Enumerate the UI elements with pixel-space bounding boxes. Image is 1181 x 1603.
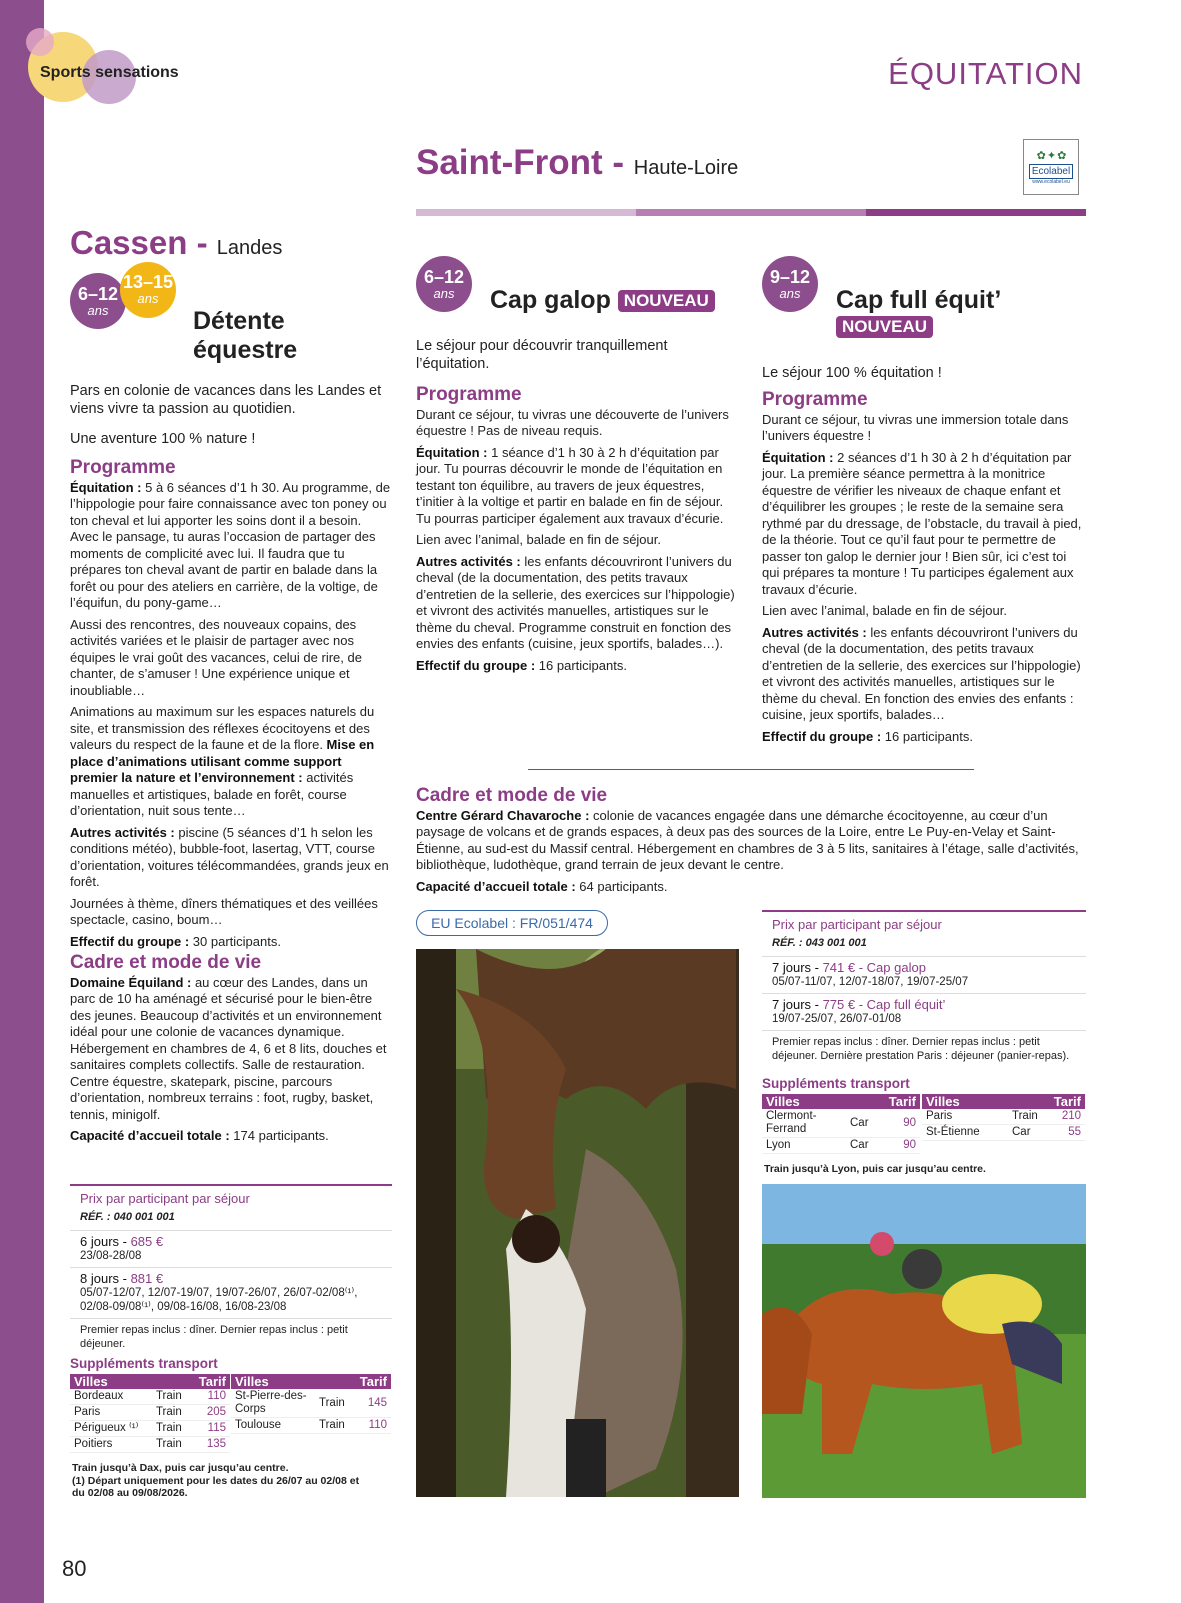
nouveau-badge: NOUVEAU bbox=[836, 316, 933, 338]
nouveau-badge: NOUVEAU bbox=[618, 290, 715, 312]
table-row: Paris Train 210 bbox=[922, 1109, 1085, 1125]
section-label: Sports sensations bbox=[40, 64, 179, 81]
cassen-paragraph-animations: Animations au maximum sur les espaces naturels du site, et transmission des réflexes écocitoyens et des valeurs du respect de la faune et de la flore. Mise en place d’animations utilisant comme support premier la nature et l’environnement : activités manuelles et artistiques, balade en forêt, course d’orientation, nuit sous tente… bbox=[70, 704, 375, 818]
cap-galop-title: Cap galop NOUVEAU bbox=[490, 286, 715, 315]
table-row: Paris Train 205 bbox=[70, 1405, 230, 1421]
cassen-capacite: Capacité d’accueil totale : 174 participants. bbox=[70, 1128, 329, 1143]
table-row: Bordeaux Train 110 bbox=[70, 1389, 230, 1405]
left-color-bar bbox=[0, 0, 44, 1603]
table-row: St-Pierre-des-Corps Train 145 bbox=[231, 1389, 391, 1418]
decor-circle-pink bbox=[26, 28, 54, 56]
cap-full-intro: Durant ce séjour, tu vivras une immersion totale dans l’univers équestre ! bbox=[762, 411, 1069, 443]
ecolabel-pill: EU Ecolabel : FR/051/474 bbox=[416, 910, 608, 936]
cassen-effectif: Effectif du groupe : 30 participants. bbox=[70, 933, 281, 949]
cassen-title: Détente équestre bbox=[193, 307, 298, 364]
table-row: Poitiers Train 135 bbox=[70, 1437, 230, 1453]
page-number: 80 bbox=[62, 1556, 87, 1581]
cassen-paragraph: Aussi des rencontres, des nouveaux copains, des activités variées et le plaisir de partager avec nos équipes le vrai goût des vacances, celui de rire, de chanter, de s’amuser ! Une expérience unique et inoubliable… bbox=[70, 616, 362, 698]
cassen-autres: Autres activités : piscine (5 séances d’1 h selon les conditions météo), bubble-foot, lasertag, VTT, course d’orientation, voitures télécommandées, grands jeux en forêt. bbox=[70, 824, 389, 889]
stfront-heading: Saint-Front - Haute-Loire bbox=[416, 143, 739, 182]
stfront-transport-table-right: Villes Tarif Paris Train 210 St-Étienne Car 55 bbox=[922, 1094, 1085, 1141]
table-row: Périgueux ⁽¹⁾ Train 115 bbox=[70, 1421, 230, 1437]
age-badge-6-12: 6–12 ans bbox=[416, 256, 472, 312]
cassen-transport-note: Train jusqu’à Dax, puis car jusqu’au centre. (1) Départ uniquement pour les dates du 26/07 au 02/08 et du 02/08 au 09/08/2026. bbox=[72, 1462, 360, 1499]
cassen-heading: Cassen - Landes bbox=[70, 224, 283, 261]
price-item: 8 jours - 881 € 05/07-12/07, 12/07-19/07, 19/07-26/07, 26/07-02/08⁽¹⁾, 02/08-09/08⁽¹⁾, 09/08-16/08, 16/08-23/08 bbox=[70, 1267, 392, 1318]
stfront-transport-heading: Suppléments transport bbox=[762, 1076, 910, 1091]
table-row: Toulouse Train 110 bbox=[231, 1418, 391, 1434]
price-note: Premier repas inclus : dîner. Dernier repas inclus : petit déjeuner. bbox=[70, 1318, 392, 1355]
cassen-price-box bbox=[70, 1184, 392, 1355]
ecolabel-logo: ✿ ✦ ✿ Ecolabel www.ecolabel.eu bbox=[1023, 139, 1079, 195]
stfront-capacite: Capacité d’accueil totale : 64 participants. bbox=[416, 878, 668, 894]
photo-horses-forest bbox=[416, 949, 739, 1497]
price-ref: RÉF. : 040 001 001 bbox=[80, 1211, 175, 1223]
age-badge-13-15: 13–15 ans bbox=[120, 262, 176, 318]
price-title: Prix par participant par séjour bbox=[772, 917, 942, 932]
stfront-cadre-body bbox=[416, 784, 1086, 900]
price-item: 7 jours - 775 € - Cap full équit’ 19/07-25/07, 26/07-01/08 bbox=[762, 993, 1086, 1030]
cap-galop-equitation: Équitation : 1 séance d’1 h 30 à 2 h d’équitation par jour. Tu pourras découvrir le monde de l’équitation en testant ton équilibre, au travers de jeux équestres, t’initier à la voltige et partir en balade en fin de séjour. Tu pourras participer également aux travaux d’écurie. bbox=[416, 444, 724, 526]
cassen-lead2: Une aventure 100 % nature ! bbox=[70, 431, 256, 447]
stfront-price-box bbox=[762, 910, 1086, 1067]
stfront-cadre: Centre Gérard Chavaroche : colonie de vacances engagée dans une démarche écocitoyenne, au cœur d’un paysage de volcans et de grands espaces, à deux pas des sources de la Loire, entre Le Puy-en-Velay et Saint-Étienne, au sud-est du Massif central. Hébergement en chambres de 3 à 5 lits, sanitaires à l’étage, salle d’activités, bibliothèque, ludothèque, grand terrain de jeux devant le centre. bbox=[416, 807, 1079, 872]
cap-galop-effectif: Effectif du groupe : 16 participants. bbox=[416, 657, 627, 673]
cap-full-body bbox=[762, 364, 1084, 750]
cap-galop-intro: Durant ce séjour, tu vivras une découverte de l’univers équestre ! Pas de niveau requis. bbox=[416, 406, 729, 438]
nouveau-badge-wrap bbox=[836, 316, 933, 338]
price-ref: RÉF. : 043 001 001 bbox=[772, 937, 867, 949]
age-badge-9-12: 9–12 ans bbox=[762, 256, 818, 312]
stfront-cadre-heading: Cadre et mode de vie bbox=[416, 785, 608, 806]
cassen-programme-heading: Programme bbox=[70, 457, 176, 478]
table-row: Lyon Car 90 bbox=[762, 1138, 920, 1154]
heading-stripe bbox=[416, 209, 1086, 216]
table-row: Clermont-Ferrand Car 90 bbox=[762, 1109, 920, 1138]
price-item: 7 jours - 741 € - Cap galop 05/07-11/07, 12/07-18/07, 19/07-25/07 bbox=[762, 956, 1086, 993]
cap-full-effectif: Effectif du groupe : 16 participants. bbox=[762, 728, 973, 744]
cap-galop-programme-heading: Programme bbox=[416, 384, 522, 405]
cassen-equitation: Équitation : 5 à 6 séances d’1 h 30. Au programme, de l’hippologie pour faire connaissance avec ton poney ou ton cheval et lui apporter les soins dont il a besoin. Avec le pansage, tu auras l’occasion de partager des moments de complicité avec lui. Il faudra que tu prépares ton cheval avant de partir en balade dans la forêt ou pour des ateliers en carrière, de la voltige, de l’équifun, du pony-game… bbox=[70, 479, 391, 610]
cassen-body bbox=[70, 382, 392, 1150]
cap-full-equitation: Équitation : 2 séances d’1 h 30 à 2 h d’équitation par jour. La première séance permettra à la monitrice équestre de vérifier les niveaux de chaque enfant et d’équilibrer les groupes ; le reste de la semaine sera rythmé par du dressage, de l’obstacle, du travail à pied, de la théorie. Tout ce qu’il faut pour te permettre de passer ton galop le dernier jour ! Bien sûr, ici c’est toi qui prépares ta monture ! Tu participes également aux travaux d’écurie. bbox=[762, 449, 1082, 597]
cap-galop-lien: Lien avec l’animal, balade en fin de séjour. bbox=[416, 532, 661, 547]
stfront-transport-table-left: Villes Tarif Clermont-Ferrand Car 90 Lyon Car 90 bbox=[762, 1094, 920, 1154]
photo-kids-horse bbox=[762, 1184, 1086, 1498]
cap-full-autres: Autres activités : les enfants découvriront l’univers du cheval (de la documentation, des petits travaux d’entretien de la sellerie, des exercices sur l’hippologie) et vivront des activités manuelles, artistiques sur le thème du cheval. En fonction des envies des enfants : cuisine, jeux sportifs, balades… bbox=[762, 624, 1081, 722]
cap-full-lien: Lien avec l’animal, balade en fin de séjour. bbox=[762, 603, 1007, 618]
page-title: ÉQUITATION bbox=[888, 56, 1083, 91]
cassen-cadre-heading: Cadre et mode de vie bbox=[70, 952, 262, 973]
stfront-transport-note: Train jusqu’à Lyon, puis car jusqu’au centre. bbox=[764, 1163, 986, 1175]
table-row: St-Étienne Car 55 bbox=[922, 1125, 1085, 1141]
cassen-transport-table-right: Villes Tarif St-Pierre-des-Corps Train 145 Toulouse Train 110 bbox=[231, 1374, 391, 1434]
cap-galop-body bbox=[416, 337, 736, 679]
cap-full-lead: Le séjour 100 % équitation ! bbox=[762, 365, 942, 381]
cassen-transport-heading: Suppléments transport bbox=[70, 1356, 218, 1371]
cap-galop-autres: Autres activités : les enfants découvriront l’univers du cheval (de la documentation, des petits travaux d’entretien de la sellerie, des exercices sur l’hippologie) et vivront des activités manuelles, artistiques sur le thème du cheval. Programme construit en fonction des envies des enfants (cuisine, jeux sportifs, balades…). bbox=[416, 553, 735, 651]
price-item: 6 jours - 685 € 23/08-28/08 bbox=[70, 1230, 392, 1267]
price-title: Prix par participant par séjour bbox=[80, 1191, 250, 1206]
cap-galop-lead: Le séjour pour découvrir tranquillement l’équitation. bbox=[416, 338, 668, 372]
cassen-lead: Pars en colonie de vacances dans les Landes et viens vivre ta passion au quotidien. bbox=[70, 383, 382, 417]
cassen-paragraph-themes: Journées à thème, dîners thématiques et des veillées spectacle, casino, boum… bbox=[70, 895, 378, 927]
age-badge-6-12: 6–12 ans bbox=[70, 273, 126, 329]
divider bbox=[528, 769, 974, 770]
cassen-transport-table-left: Villes Tarif Bordeaux Train 110 Paris Train 205 Périgueux ⁽¹⁾ Train 115 Poitiers Train 135 bbox=[70, 1374, 230, 1453]
cap-full-programme-heading: Programme bbox=[762, 389, 868, 410]
cap-full-title: Cap full équit’ bbox=[836, 286, 1002, 314]
cassen-cadre: Domaine Équiland : au cœur des Landes, dans un parc de 10 ha aménagé et sécurisé pour le bien-être des jeunes. Beaucoup d’activités et un environnement idéal pour une colonie de vacances dynamique. Hébergement en chambres de 4, 6 et 8 lits, douches et sanitaires complets collectifs. Salle de restauration. Centre équestre, skatepark, piscine, parcours d’orientation, nombreux terrains : foot, rugby, basket, tennis, minigolf. bbox=[70, 974, 387, 1122]
price-note: Premier repas inclus : dîner. Dernier repas inclus : petit déjeuner. Dernière prestation Paris : déjeuner (panier-repas). bbox=[762, 1030, 1086, 1067]
